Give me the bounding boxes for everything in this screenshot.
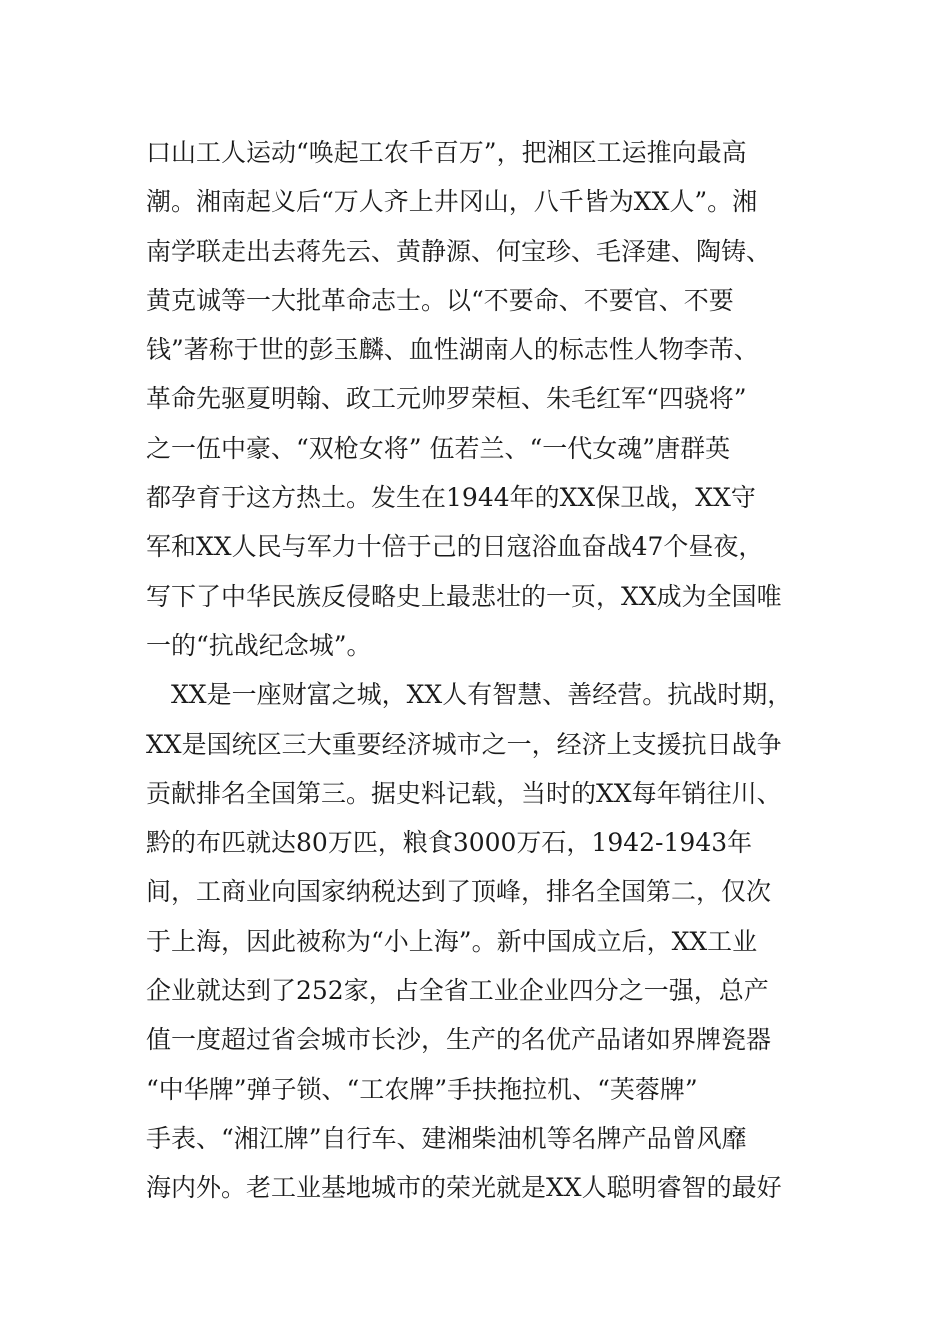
text-line: XX是国统区三大重要经济城市之一，经济上支援抗日战争: [146, 729, 782, 759]
text-line: 写下了中华民族反侵略史上最悲壮的一页，XX成为全国唯: [146, 581, 782, 611]
text-line: 都孕育于这方热土。发生在1944年的XX保卫战，XX守: [146, 483, 756, 513]
text-line: 革命先驱夏明翰、政工元帅罗荣桓、朱毛红军“四骁将”: [146, 384, 747, 414]
text-line: 军和XX人民与军力十倍于己的日寇浴血奋战47个昼夜，: [146, 532, 764, 562]
text-line: 钱”著称于世的彭玉麟、血性湖南人的标志性人物李芾、: [146, 335, 759, 365]
text-line: 企业就达到了252家，占全省工业企业四分之一强，总产: [146, 976, 769, 1006]
text-line: 于上海，因此被称为“小上海”。新中国成立后，XX工业: [146, 926, 758, 956]
text-line: 之一伍中豪、“双枪女将” 伍若兰、“一代女魂”唐群英: [146, 433, 731, 463]
text-line: 手表、“湘江牌”自行车、建湘柴油机等名牌产品曾风靡: [146, 1123, 747, 1153]
text-line: 一的“抗战纪念城”。: [146, 630, 372, 660]
text-line: 黔的布匹就达80万匹，粮食3000万石，1942-1943年: [146, 828, 753, 858]
text-line: “中华牌”弹子锁、“工农牌”手扶拖拉机、“芙蓉牌”: [146, 1074, 698, 1104]
text-line: 值一度超过省会城市长沙，生产的名优产品诸如界牌瓷器: [146, 1025, 772, 1055]
text-line: 海内外。老工业基地城市的荣光就是XX人聪明睿智的最好: [146, 1173, 782, 1203]
text-line: 间，工商业向国家纳税达到了顶峰，排名全国第二，仅次: [146, 877, 772, 907]
text-line: XX是一座财富之城，XX人有智慧、善经营。抗战时期，: [146, 680, 793, 710]
body-text: [146, 128, 836, 1213]
text-line: 口山工人运动“唤起工农千百万”，把湘区工运推向最高: [146, 138, 747, 167]
text-line: 南学联走出去蒋先云、黄静源、何宝珍、毛泽建、陶铸、: [146, 236, 772, 266]
text-line: 贡献排名全国第三。据史料记载，当时的XX每年销往川、: [146, 778, 782, 808]
text-line: 黄克诚等一大批革命志士。以“不要命、不要官、不要: [146, 285, 734, 315]
text-line: 潮。湘南起义后“万人齐上井冈山，八千皆为XX人”。湘: [146, 187, 758, 217]
